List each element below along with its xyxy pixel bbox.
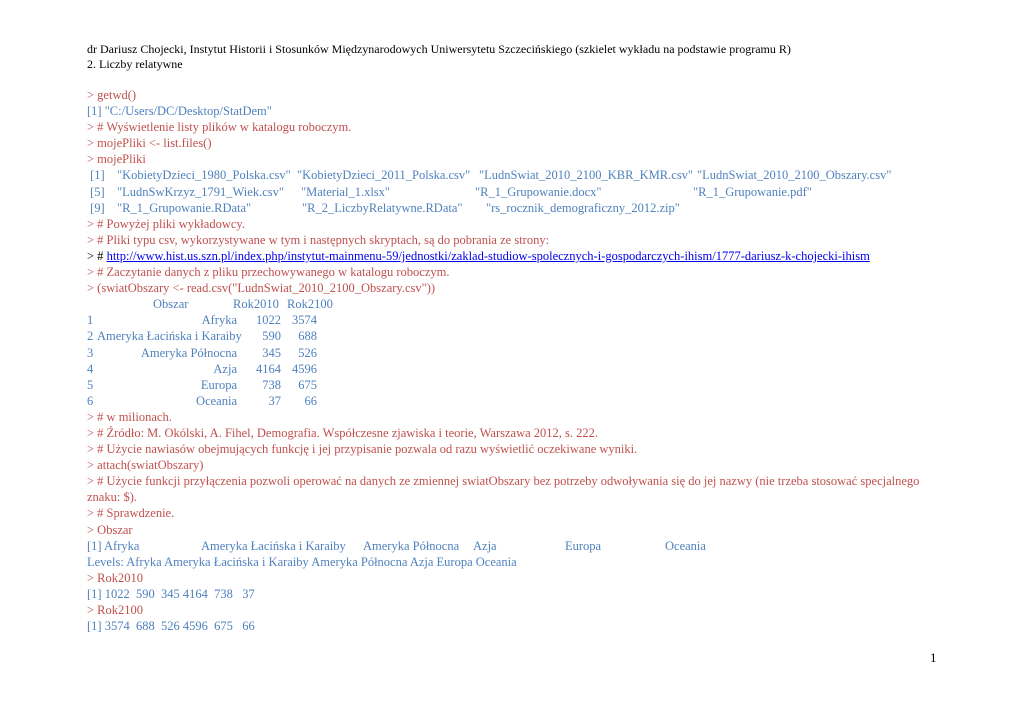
console-comment: > # Sprawdzenie. <box>87 506 175 521</box>
r-console-transcript <box>87 87 947 634</box>
factor-value: Ameryka Północna <box>363 538 460 553</box>
obszar-cell: Ameryka Łacińska i Karaiby <box>97 329 242 344</box>
factor-value: Oceania <box>665 538 706 553</box>
console-line: > mojePliki <box>87 152 146 167</box>
file-name: "R_1_Grupowanie.RData" <box>117 200 252 215</box>
row-number: 1 <box>87 313 94 328</box>
obszar-cell: Oceania <box>196 393 237 408</box>
file-index: [5] <box>87 184 105 199</box>
row-number: 5 <box>87 377 94 392</box>
factor-value: [1] Afryka <box>87 538 140 553</box>
console-comment: > # Pliki typu csv, wykorzystywane w tym i następnych skryptach, są do pobrania ze strony: <box>87 232 550 247</box>
section-title: 2. Liczby relatywne <box>87 57 183 71</box>
row-number: 4 <box>87 361 94 376</box>
column-header-rok2010: Rok2010 <box>233 297 279 312</box>
obszar-cell: Afryka <box>201 313 237 328</box>
row-number: 3 <box>87 345 94 360</box>
table-row <box>87 393 947 409</box>
column-header-rok2100: Rok2100 <box>287 297 333 312</box>
console-comment: > # w milionach. <box>87 409 172 424</box>
row-number: 2 <box>87 329 94 344</box>
console-comment: > # Wyświetlenie listy plików w katalogu roboczym. <box>87 120 352 135</box>
obszar-cell: Europa <box>200 377 237 392</box>
console-line: > Rok2010 <box>87 570 144 585</box>
file-name: "KobietyDzieci_2011_Polska.csv" <box>297 168 471 183</box>
rok2010-cell: 1022 <box>256 313 281 328</box>
console-comment: > # Użycie nawiasów obejmujących funkcję i jej przypisanie pozwala od razu wyświetlić oczekiwane wyniki. <box>87 442 638 457</box>
page-number: 1 <box>930 650 937 665</box>
rok2010-cell: 738 <box>262 377 281 392</box>
rok2100-cell: 675 <box>298 377 317 392</box>
factor-value: Europa <box>565 538 602 553</box>
rok2010-cell: 590 <box>262 329 281 344</box>
link-prefix: > # <box>87 248 107 263</box>
rok2010-cell: 345 <box>262 345 281 360</box>
console-line: > attach(swiatObszary) <box>87 458 204 473</box>
console-comment: > # Źródło: M. Okólski, A. Fihel, Demografia. Współczesne zjawiska i teorie, Warszawa 2012, s. 222. <box>87 425 599 440</box>
file-name: "rs_rocznik_demograficzny_2012.zip" <box>486 200 680 215</box>
file-name: "LudnSwiat_2010_2100_KBR_KMR.csv" <box>479 168 694 183</box>
console-output: [1] 3574 688 526 4596 675 66 <box>87 619 255 634</box>
console-output: [1] "C:/Users/DC/Desktop/StatDem" <box>87 104 272 119</box>
console-line: > Obszar <box>87 522 133 537</box>
file-index: [1] <box>87 168 105 183</box>
file-name: "Material_1.xlsx" <box>301 184 391 199</box>
factor-value: Azja <box>473 538 497 553</box>
author-line: dr Dariusz Chojecki, Instytut Historii i Stosunków Międzynarodowych Uniwersytetu Szczecińskiego (szkielet wykładu na podstawie programu R) <box>87 42 791 56</box>
rok2010-cell: 4164 <box>256 361 281 376</box>
console-comment: > # Użycie funkcji przyłączenia pozwoli operować na danych ze zmiennej swiatObszary bez potrzeby odwoływania się do jej nazwy (nie trzeba stosować specjalnego znaku: $). <box>87 474 920 505</box>
obszar-cell: Ameryka Północna <box>140 345 237 360</box>
factor-value: Ameryka Łacińska i Karaiby <box>201 538 346 553</box>
file-list-row <box>87 184 947 200</box>
console-line: > (swiatObszary <- read.csv("LudnSwiat_2010_2100_Obszary.csv")) <box>87 281 436 296</box>
table-row <box>87 328 947 344</box>
file-index: [9] <box>87 200 105 215</box>
file-list-row <box>87 200 947 216</box>
console-line: > mojePliki <- list.files() <box>87 136 212 151</box>
table-row <box>87 345 947 361</box>
file-name: "LudnSwiat_2010_2100_Obszary.csv" <box>697 168 892 183</box>
file-name: "LudnSwKrzyz_1791_Wiek.csv" <box>117 184 284 199</box>
file-name: "R_2_LiczbyRelatywne.RData" <box>302 200 463 215</box>
source-url-link[interactable]: http://www.hist.us.szn.pl/index.php/instytut-mainmenu-59/jednostki/zaklad-studiow-spolecznych-i-gospodarczych-ihism/1777-dariusz-k-chojecki-ihism <box>106 248 870 263</box>
console-line: > getwd() <box>87 88 137 102</box>
file-name: "R_1_Grupowanie.docx" <box>475 184 602 199</box>
rok2100-cell: 4596 <box>292 361 317 376</box>
rok2100-cell: 3574 <box>292 313 317 328</box>
rok2100-cell: 526 <box>298 345 317 360</box>
rok2010-cell: 37 <box>268 393 281 408</box>
console-line: > Rok2100 <box>87 603 144 617</box>
obszar-cell: Azja <box>213 361 237 376</box>
table-header <box>87 296 947 312</box>
console-output: Levels: Afryka Ameryka Łacińska i Karaiby Ameryka Północna Azja Europa Oceania <box>87 554 517 569</box>
console-comment: > # Zaczytanie danych z pliku przechowywanego w katalogu roboczym. <box>87 265 450 280</box>
rok2100-cell: 66 <box>304 393 317 408</box>
column-header-obszar: Obszar <box>153 297 189 312</box>
rok2100-cell: 688 <box>298 329 317 344</box>
file-name: "KobietyDzieci_1980_Polska.csv" <box>117 168 291 183</box>
console-link-line <box>87 248 947 264</box>
file-list-row <box>87 167 947 183</box>
console-comment: > # Powyżej pliki wykładowcy. <box>87 216 245 231</box>
console-output: [1] 1022 590 345 4164 738 37 <box>87 586 255 601</box>
table-row <box>87 377 947 393</box>
table-row <box>87 312 947 328</box>
row-number: 6 <box>87 393 94 408</box>
page-header <box>87 42 791 72</box>
table-row <box>87 361 947 377</box>
obszar-output <box>87 538 947 554</box>
file-name: "R_1_Grupowanie.pdf" <box>693 184 812 199</box>
